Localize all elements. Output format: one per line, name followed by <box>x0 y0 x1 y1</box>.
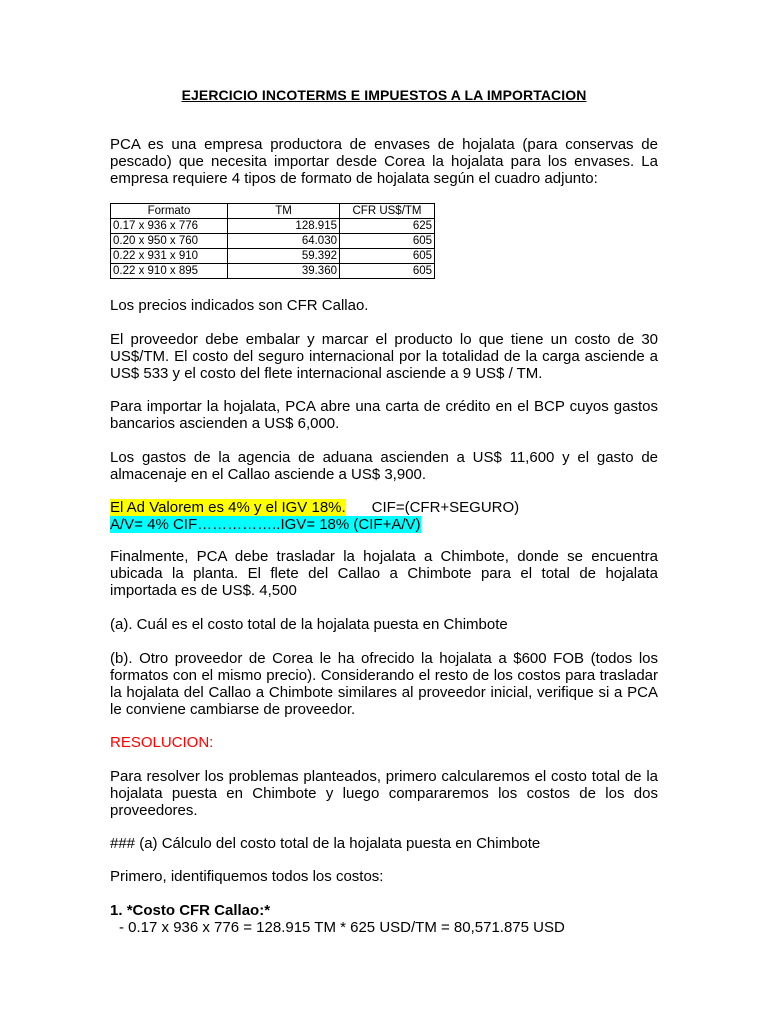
ad-valorem-highlight: El Ad Valorem es 4% y el IGV 18%. <box>110 499 346 516</box>
cost-item-1 <box>110 902 658 936</box>
table-cell: 0.22 x 931 x 910 <box>111 249 228 264</box>
tax-line-1 <box>110 499 658 516</box>
table-header-cell: Formato <box>111 204 228 219</box>
table-cell: 0.17 x 936 x 776 <box>111 219 228 234</box>
table-header-cell: TM <box>228 204 340 219</box>
table-cell: 39.360 <box>228 264 340 279</box>
question-b: (b). Otro proveedor de Corea le ha ofrecido la hojalata a $600 FOB (todos los formatos con el mismo precio). Considerando el resto de los costos para trasladar la hojalata del Callao a Chimbote similares al proveedor inicial, verifique si a PCA le conviene cambiarse de proveedor. <box>110 650 658 718</box>
table-row <box>111 249 435 264</box>
igv-formula-highlight: A/V= 4% CIF……………..IGV= 18% (CIF+A/V) <box>110 516 421 533</box>
table-header-cell: CFR US$/TM <box>340 204 435 219</box>
section-a-heading: ### (a) Cálculo del costo total de la hojalata puesta en Chimbote <box>110 835 541 852</box>
supplier-paragraph: El proveedor debe embalar y marcar el producto lo que tiene un costo de 30 US$/TM. El costo del seguro internacional por la totalidad de la carga asciende a US$ 533 y el costo del flete internacional asciende a 9 US$ / TM. <box>110 331 658 382</box>
table-row <box>111 264 435 279</box>
table-cell: 0.22 x 910 x 895 <box>111 264 228 279</box>
resolution-heading: RESOLUCION: <box>110 734 214 751</box>
cost-item-1-label: *Costo CFR Callao:* <box>126 902 271 919</box>
table-row <box>111 234 435 249</box>
cost-item-1-line: - 0.17 x 936 x 776 = 128.915 TM * 625 USD/TM = 80,571.875 USD <box>119 919 565 936</box>
identify-costs-paragraph: Primero, identifiquemos todos los costos: <box>110 868 384 885</box>
table-cell: 64.030 <box>228 234 340 249</box>
table-cell: 128.915 <box>228 219 340 234</box>
chimbote-paragraph: Finalmente, PCA debe trasladar la hojalata a Chimbote, donde se encuentra ubicada la planta. El flete del Callao a Chimbote para el total de hojalata importada es de US$. 4,500 <box>110 548 658 599</box>
customs-paragraph: Los gastos de la agencia de aduana ascienden a US$ 11,600 y el gasto de almacenaje en el Callao asciende a US$ 3,900. <box>110 449 658 483</box>
credit-letter-paragraph: Para importar la hojalata, PCA abre una carta de crédito en el BCP cuyos gastos bancarios ascienden a US$ 6,000. <box>110 398 658 432</box>
tax-block <box>110 499 658 533</box>
table-cell: 605 <box>340 264 435 279</box>
intro-paragraph: PCA es una empresa productora de envases de hojalata (para conservas de pescado) que necesita importar desde Corea la hojalata para los envases. La empresa requiere 4 tipos de formato de hojalata según el cuadro adjunto: <box>110 136 658 187</box>
table-cell: 625 <box>340 219 435 234</box>
resolution-paragraph: Para resolver los problemas planteados, primero calcularemos el costo total de la hojalata puesta en Chimbote y luego compararemos los costos de los dos proveedores. <box>110 768 658 819</box>
prices-paragraph: Los precios indicados son CFR Callao. <box>110 297 369 314</box>
table-header-row <box>111 204 435 219</box>
tax-line-2 <box>110 516 658 533</box>
table-cell: 605 <box>340 249 435 264</box>
cost-item-1-heading: 1. *Costo CFR Callao:* <box>110 902 271 919</box>
formats-table <box>110 203 435 279</box>
table-cell: 605 <box>340 234 435 249</box>
cif-formula: CIF=(CFR+SEGURO) <box>371 499 520 516</box>
table-cell: 0.20 x 950 x 760 <box>111 234 228 249</box>
table-cell: 59.392 <box>228 249 340 264</box>
table-row <box>111 219 435 234</box>
document-title: EJERCICIO INCOTERMS E IMPUESTOS A LA IMPORTACION <box>181 87 587 103</box>
question-a: (a). Cuál es el costo total de la hojalata puesta en Chimbote <box>110 616 508 633</box>
